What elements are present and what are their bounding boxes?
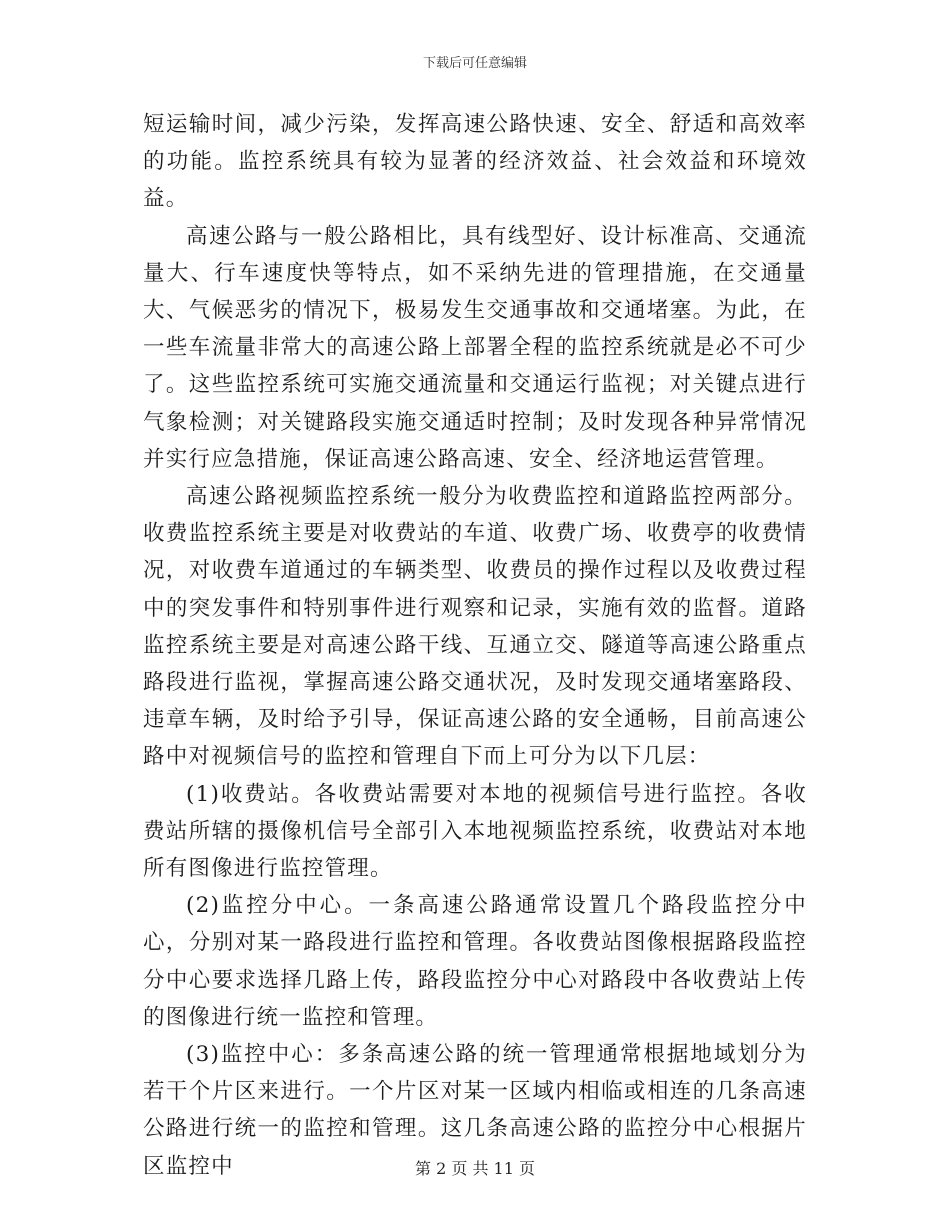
document-body <box>143 106 807 1185</box>
paragraph-highway-comparison: 高速公路与一般公路相比，具有线型好、设计标准高、交通流量大、行车速度快等特点，如不采纳先进的管理措施，在交通量大、气候恶劣的情况下，极易发生交通事故和交通堵塞。为此，在一些车流量非常大的高速公路上部署全程的监控系统就是必不可少了。这些监控系统可实施交通流量和交通运行监视；对关键点进行气象检测；对关键路段实施交通适时控制；及时发现各种异常情况并实行应急措施，保证高速公路高速、安全、经济地运营管理。 <box>143 223 807 472</box>
paragraph-video-monitoring: 高速公路视频监控系统一般分为收费监控和道路监控两部分。收费监控系统主要是对收费站的车道、收费广场、收费亭的收费情况，对收费车道通过的车辆类型、收费员的操作过程以及收费过程中的突发事件和特别事件进行观察和记录，实施有效的监督。道路监控系统主要是对高速公路干线、互通立交、隧道等高速公路重点路段进行监视，掌握高速公路交通状况，及时发现交通堵塞路段、违章车辆，及时给予引导，保证高速公路的安全通畅，目前高速公路中对视频信号的监控和管理自下而上可分为以下几层： <box>143 484 807 770</box>
paragraph-continuation: 短运输时间，减少污染，发挥高速公路快速、安全、舒适和高效率的功能。监控系统具有较为显著的经济效益、社会效益和环境效益。 <box>143 112 807 212</box>
page-footer: 第 2 页 共 11 页 <box>415 1159 535 1178</box>
paragraph-monitoring-center: (3)监控中心：多条高速公路的统一管理通常根据地域划分为若干个片区来进行。一个片区对某一区域内相临或相连的几条高速公路进行统一的监控和管理。这几条高速公路的监控分中心根据片区监控中 <box>143 1042 807 1179</box>
page-header: 下载后可任意编辑 <box>422 56 527 71</box>
paragraph-sub-center: (2)监控分中心。一条高速公路通常设置几个路段监控分中心，分别对某一路段进行监控和管理。各收费站图像根据路段监控分中心要求选择几路上传，路段监控分中心对路段中各收费站上传的图像进行统一监控和管理。 <box>143 893 807 1030</box>
paragraph-toll-station: (1)收费站。各收费站需要对本地的视频信号进行监控。各收费站所辖的摄像机信号全部引入本地视频监控系统，收费站对本地所有图像进行监控管理。 <box>143 781 807 882</box>
